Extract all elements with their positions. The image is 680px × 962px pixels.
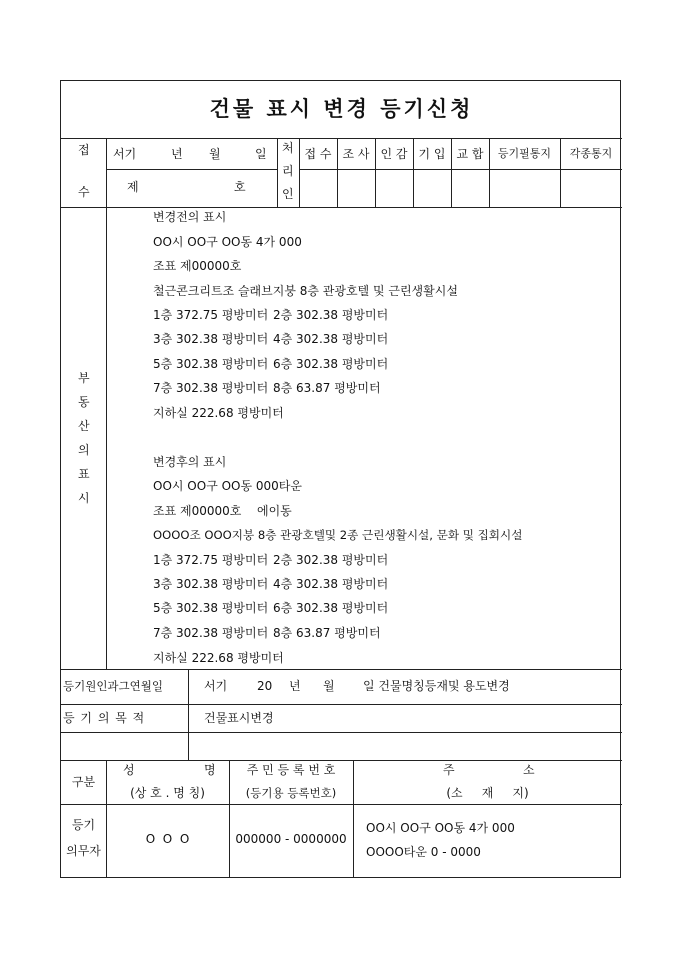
party-col-type: 구분 bbox=[71, 775, 96, 789]
after-floor: 6층 302.38 평방미터 bbox=[273, 601, 389, 615]
party-id: 000000 - 0000000 bbox=[235, 832, 347, 846]
proc-col-various-notice: 각종통지 bbox=[569, 147, 613, 160]
receipt-number-suffix: 호 bbox=[234, 180, 246, 194]
processing-label-3: 인 bbox=[282, 187, 294, 201]
after-address: OO시 OO구 OO동 000타운 bbox=[153, 479, 302, 493]
party-type-2: 의무자 bbox=[66, 844, 101, 858]
cause-day-text: 일 건물명칭등재및 용도변경 bbox=[363, 679, 510, 693]
before-floor: 1층 372.75 평방미터 bbox=[153, 308, 269, 322]
proc-col-seal: 인 감 bbox=[380, 147, 408, 161]
property-label-char: 산 bbox=[78, 419, 90, 433]
rule-receipt-right bbox=[277, 138, 278, 207]
after-basement: 지하실 222.68 평방미터 bbox=[153, 651, 284, 665]
proc-col-completion-notice: 등기필통지 bbox=[497, 147, 552, 160]
party-col-id: 주 민 등 록 번 호 bbox=[246, 763, 336, 777]
cause-month: 월 bbox=[323, 679, 335, 693]
rule-property-bottom bbox=[61, 669, 622, 670]
party-col-addr-1: 주 bbox=[443, 763, 455, 777]
proc-col-investigation: 조 사 bbox=[342, 147, 370, 161]
before-structure: 철근콘크리트조 슬래브지붕 8층 관광호텔 및 근린생활시설 bbox=[153, 284, 458, 298]
proc-col-check: 교 합 bbox=[456, 147, 484, 161]
receipt-label-top: 접 bbox=[78, 143, 90, 157]
before-floor: 2층 302.38 평방미터 bbox=[273, 308, 389, 322]
after-floor: 5층 302.38 평방미터 bbox=[153, 601, 269, 615]
before-floor: 3층 302.38 평방미터 bbox=[153, 332, 269, 346]
before-floor: 6층 302.38 평방미터 bbox=[273, 357, 389, 371]
after-floor: 8층 63.87 평방미터 bbox=[273, 626, 381, 640]
proc-col-receipt: 접 수 bbox=[304, 147, 332, 161]
proc-col-entry: 기 입 bbox=[418, 147, 446, 161]
property-label-char: 부 bbox=[78, 371, 90, 385]
after-floor: 7층 302.38 평방미터 bbox=[153, 626, 269, 640]
after-building: 에이동 bbox=[257, 504, 292, 518]
receipt-month: 월 bbox=[209, 147, 221, 161]
property-label-char: 시 bbox=[78, 491, 90, 505]
after-floor: 2층 302.38 평방미터 bbox=[273, 553, 389, 567]
before-floor: 7층 302.38 평방미터 bbox=[153, 381, 269, 395]
receipt-number-prefix: 제 bbox=[127, 180, 139, 194]
rule-label-col bbox=[106, 138, 107, 669]
property-label-char: 의 bbox=[78, 443, 90, 457]
receipt-year-prefix: 서기 bbox=[113, 147, 137, 161]
cause-year: 년 bbox=[289, 679, 301, 693]
rule-party-header-bottom bbox=[61, 804, 622, 805]
rule-cause-label-col bbox=[188, 669, 189, 760]
cause-year-num: 20 bbox=[257, 679, 273, 693]
before-address: OO시 OO구 OO동 4가 000 bbox=[153, 235, 302, 249]
rule-blank-bottom bbox=[61, 760, 622, 761]
rule-purpose-bottom bbox=[61, 732, 622, 733]
before-basement: 지하실 222.68 평방미터 bbox=[153, 406, 284, 420]
processing-label-2: 리 bbox=[282, 164, 294, 178]
before-lot: 조표 제00000호 bbox=[153, 259, 242, 273]
party-addr-1: OO시 OO구 OO동 4가 000 bbox=[366, 821, 515, 835]
rule-party-type-col bbox=[106, 760, 107, 878]
registration-form bbox=[60, 80, 621, 878]
property-label-char: 동 bbox=[78, 395, 90, 409]
party-name: O O O bbox=[145, 832, 190, 846]
party-col-id-sub: (등기용 등록번호) bbox=[245, 786, 337, 800]
receipt-day: 일 bbox=[255, 147, 267, 161]
rule-party-name-col bbox=[229, 760, 230, 878]
party-col-name-2: 명 bbox=[204, 763, 216, 777]
party-addr-2: OOOO타운 0 - 0000 bbox=[366, 845, 481, 859]
before-floor: 8층 63.87 평방미터 bbox=[273, 381, 381, 395]
rule-processing-mid bbox=[299, 169, 622, 170]
party-type-1: 등기 bbox=[71, 818, 96, 832]
receipt-label-bottom: 수 bbox=[78, 185, 90, 199]
party-col-addr-2: 소 bbox=[523, 763, 535, 777]
party-col-addr-sub: (소 재 지) bbox=[446, 786, 529, 800]
purpose-value: 건물표시변경 bbox=[204, 711, 274, 725]
rule-title-bottom bbox=[61, 138, 622, 139]
rule-cause-bottom bbox=[61, 704, 622, 705]
after-floor: 4층 302.38 평방미터 bbox=[273, 577, 389, 591]
rule-party-id-col bbox=[353, 760, 354, 878]
before-floor: 4층 302.38 평방미터 bbox=[273, 332, 389, 346]
after-floor: 1층 372.75 평방미터 bbox=[153, 553, 269, 567]
party-col-name-sub: (상 호 . 명 칭) bbox=[130, 786, 205, 800]
after-structure: OOOO조 OOO지붕 8층 관광호텔및 2종 근린생활시설, 문화 및 집회시설 bbox=[153, 528, 523, 542]
receipt-year: 년 bbox=[171, 147, 183, 161]
after-floor: 3층 302.38 평방미터 bbox=[153, 577, 269, 591]
before-floor: 5층 302.38 평방미터 bbox=[153, 357, 269, 371]
cause-label: 등기원인과그연월일 bbox=[63, 679, 163, 693]
before-heading: 변경전의 표시 bbox=[153, 210, 227, 224]
processing-label-1: 처 bbox=[282, 141, 294, 155]
purpose-label: 등 기 의 목 적 bbox=[63, 711, 146, 725]
page-title: 건물 표시 변경 등기신청 bbox=[209, 96, 474, 121]
rule-receipt-mid bbox=[106, 169, 277, 170]
party-col-name-1: 성 bbox=[123, 763, 135, 777]
after-heading: 변경후의 표시 bbox=[153, 455, 227, 469]
property-label-char: 표 bbox=[78, 467, 90, 481]
rule-header-bottom bbox=[61, 207, 622, 208]
cause-year-prefix: 서기 bbox=[204, 679, 228, 693]
after-lot: 조표 제00000호 bbox=[153, 504, 242, 518]
